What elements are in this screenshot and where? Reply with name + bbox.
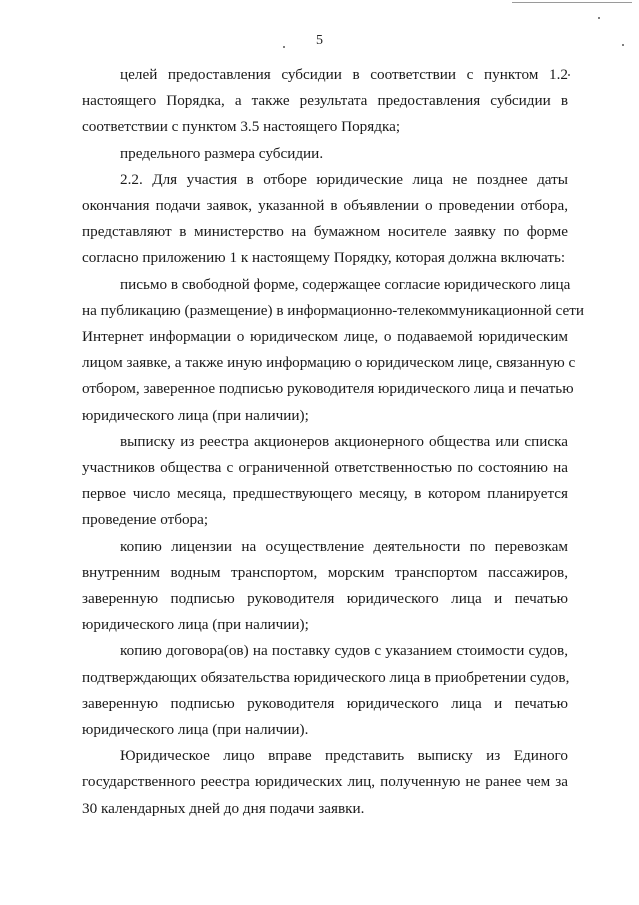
text-line: юридического лица (при наличии); bbox=[82, 406, 309, 424]
text-line: целей предоставления субсидии в соответствии с пунктом 1.2 bbox=[120, 66, 568, 83]
text-line: юридического лица (при наличии); bbox=[82, 616, 309, 634]
text-line: подтверждающих обязательства юридического лица в приобретении судов, bbox=[82, 668, 570, 686]
text-line: копию договора(ов) на поставку судов с указанием стоимости судов, bbox=[120, 642, 568, 660]
text-line: соответствии с пунктом 3.5 настоящего Порядка; bbox=[82, 118, 401, 136]
text-line: внутренним водным транспортом, морским транспортом пассажиров, bbox=[82, 563, 568, 581]
text-line: копию лицензии на осуществление деятельности по перевозкам bbox=[120, 537, 568, 555]
text-line: заверенную подписью руководителя юридического лица и печатью bbox=[82, 694, 568, 712]
text-line: заверенную подписью руководителя юридического лица и печатью bbox=[82, 590, 568, 608]
text-line: согласно приложению 1 к настоящему Порядку, которая должна включать: bbox=[82, 249, 566, 267]
text-line: Юридическое лицо вправе представить выписку из Единого bbox=[120, 747, 568, 765]
text-line: 30 календарных дней до дня подачи заявки. bbox=[82, 799, 365, 817]
text-line: предельного размера субсидии. bbox=[120, 144, 324, 162]
text-line: окончания подачи заявок, указанной в объявлении о проведении отбора, bbox=[82, 197, 568, 215]
scan-edge-line bbox=[512, 2, 632, 3]
text-line: проведение отбора; bbox=[82, 511, 209, 529]
text-line: первое число месяца, предшествующего месяцу, в котором планируется bbox=[82, 485, 568, 503]
text-line: государственного реестра юридических лиц, полученную не ранее чем за bbox=[82, 773, 568, 791]
text-line: юридического лица (при наличии). bbox=[82, 721, 309, 739]
text-line: 2.2. Для участия в отборе юридические лица не позднее даты bbox=[120, 170, 568, 188]
text-line: представляют в министерство на бумажном носителе заявку по форме bbox=[82, 223, 568, 241]
text-line: выписку из реестра акционеров акционерного общества или списка bbox=[120, 432, 568, 450]
page-number: 5 bbox=[316, 33, 323, 48]
scan-speck bbox=[598, 17, 600, 19]
text-line: отбором, заверенное подписью руководителя юридического лица и печатью bbox=[82, 380, 574, 398]
text-line: настоящего Порядка, а также результата предоставления субсидии в bbox=[82, 92, 568, 110]
text-line: лицом заявке, а также иную информацию о юридическом лице, связанную с bbox=[82, 354, 576, 372]
text-line: участников общества с ограниченной ответственностью по состоянию на bbox=[82, 459, 568, 477]
document-body bbox=[82, 62, 584, 822]
text-line: на публикацию (размещение) в информационно-телекоммуникационной сети bbox=[82, 301, 584, 319]
scan-speck bbox=[568, 74, 570, 76]
text-line: Интернет информации о юридическом лице, о подаваемой юридическим bbox=[82, 328, 568, 346]
text-line: письмо в свободной форме, содержащее согласие юридического лица bbox=[120, 275, 571, 293]
